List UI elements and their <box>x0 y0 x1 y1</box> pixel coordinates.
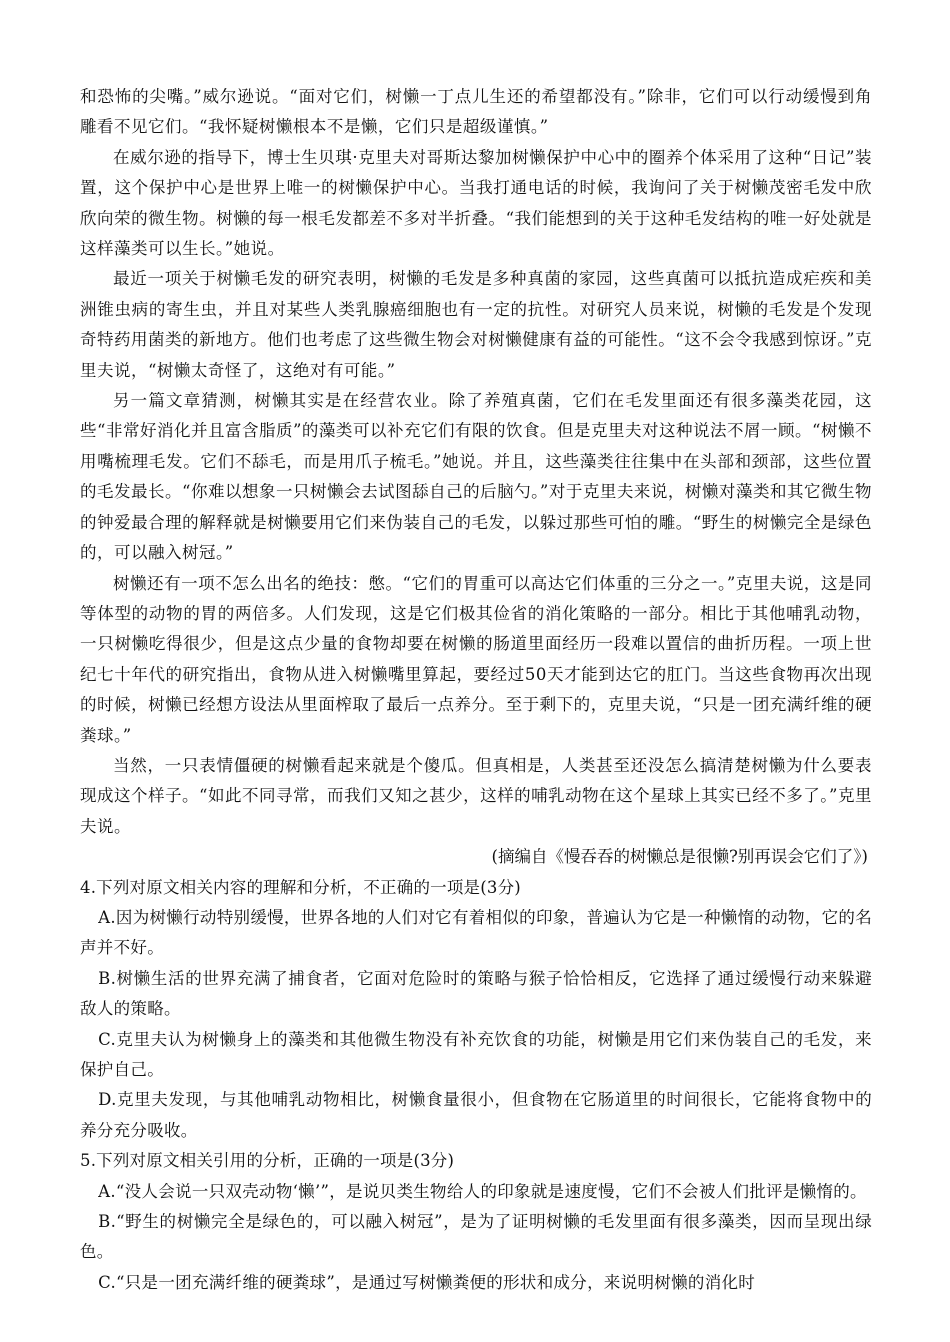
question-4-option-c: C.克里夫认为树懒身上的藻类和其他微生物没有补充饮食的功能，树懒是用它们来伪装自己的毛发，来保护自己。 <box>80 1029 872 1079</box>
question-4-option-a: A.因为树懒行动特别缓慢，世界各地的人们对它有着相似的印象，普遍认为它是一种懒惰的动物，它的名声并不好。 <box>80 907 872 958</box>
question-5-option-a: A.“没人会说一只双壳动物‘懒’”，是说贝类生物给人的印象就是速度慢，它们不会被人们批评是懒惰的。 <box>98 1181 867 1201</box>
article-paragraph-2: 在威尔逊的指导下，博士生贝琪·克里夫对哥斯达黎加树懒保护中心中的圈养个体采用了这种“日记”装置，这个保护中心是世界上唯一的树懒保护中心。当我打通电话的时候，我询问了关于树懒茂密毛发中欣欣向荣的微生物。树懒的每一根毛发都差不多对半折叠。“我们能想到的关于这种毛发结构的唯一好处就是这样藻类可以生长。”她说。 <box>80 147 872 259</box>
article-source: (摘编自《慢吞吞的树懒总是很懒?别再误会它们了》) <box>491 847 868 867</box>
question-4-option-d: D.克里夫发现，与其他哺乳动物相比，树懒食量很小，但食物在它肠道里的时间很长，它能将食物中的养分充分吸收。 <box>80 1090 872 1140</box>
article-paragraph-6: 当然，一只表情僵硬的树懒看起来就是个傻瓜。但真相是，人类甚至还没怎么搞清楚树懒为什么要表现成这个样子。“如此不同寻常，而我们又知之甚少，这样的哺乳动物在这个星球上其实已经不多了。”克里夫说。 <box>80 755 872 836</box>
question-4-option-b: B.树懒生活的世界充满了捕食者，它面对危险时的策略与猴子恰恰相反，它选择了通过缓慢行动来躲避敌人的策略。 <box>80 968 872 1019</box>
article-body <box>80 82 872 873</box>
question-5-stem: 5.下列对原文相关引用的分析，正确的一项是(3分) <box>80 1151 455 1171</box>
question-4 <box>80 873 872 1147</box>
article-paragraph-4: 另一篇文章猜测，树懒其实是在经营农业。除了养殖真菌，它们在毛发里面还有很多藻类花园，这些“非常好消化并且富含脂质”的藻类可以补充它们有限的饮食。但是克里夫对这种说法不屑一顾。“树懒不用嘴梳理毛发。它们不舔毛，而是用爪子梳毛。”她说。并且，这些藻类往往集中在头部和颈部，这些位置的毛发最长。“你难以想象一只树懒会去试图舔自己的后脑勺。”对于克里夫来说，树懒对藻类和其它微生物的钟爱最合理的解释就是树懒要用它们来伪装自己的毛发，以躲过那些可怕的雕。“野生的树懒完全是绿色的，可以融入树冠。” <box>80 391 872 563</box>
question-5-option-c: C.“只是一团充满纤维的硬粪球”，是通过写树懒粪便的形状和成分，来说明树懒的消化时 <box>98 1272 756 1292</box>
article-paragraph-1: 和恐怖的尖嘴。”威尔逊说。“面对它们，树懒一丁点儿生还的希望都没有。”除非，它们可以行动缓慢到角雕看不见它们。“我怀疑树懒根本不是懒，它们只是超级谨慎。” <box>80 87 872 137</box>
question-4-stem: 4.下列对原文相关内容的理解和分析，不正确的一项是(3分) <box>80 877 521 897</box>
question-5-option-b: B.“野生的树懒完全是绿色的，可以融入树冠”，是为了证明树懒的毛发里面有很多藻类，因而呈现出绿色。 <box>80 1212 872 1262</box>
article-paragraph-5: 树懒还有一项不怎么出名的绝技：憋。“它们的胃重可以高达它们体重的三分之一。”克里夫说，这是同等体型的动物的胃的两倍多。人们发现，这是它们极其俭省的消化策略的一部分。相比于其他哺乳动物，一只树懒吃得很少，但是这点少量的食物却要在树懒的肠道里面经历一段难以置信的曲折历程。一项上世纪七十年代的研究指出，食物从进入树懒嘴里算起，要经过50天才能到达它的肛门。当这些食物再次出现的时候，树懒已经想方设法从里面榨取了最后一点养分。至于剩下的，克里夫说，“只是一团充满纤维的硬粪球。” <box>80 573 872 745</box>
article-paragraph-3: 最近一项关于树懒毛发的研究表明，树懒的毛发是多种真菌的家园，这些真菌可以抵抗造成疟疾和美洲锥虫病的寄生虫，并且对某些人类乳腺癌细胞也有一定的抗性。对研究人员来说，树懒的毛发是个发现奇特药用菌类的新地方。他们也考虑了这些微生物会对树懒健康有益的可能性。“这不会令我感到惊讶。”克里夫说，“树懒太奇怪了，这绝对有可能。” <box>80 269 872 380</box>
question-5 <box>80 1146 872 1298</box>
page-content <box>80 82 872 1298</box>
